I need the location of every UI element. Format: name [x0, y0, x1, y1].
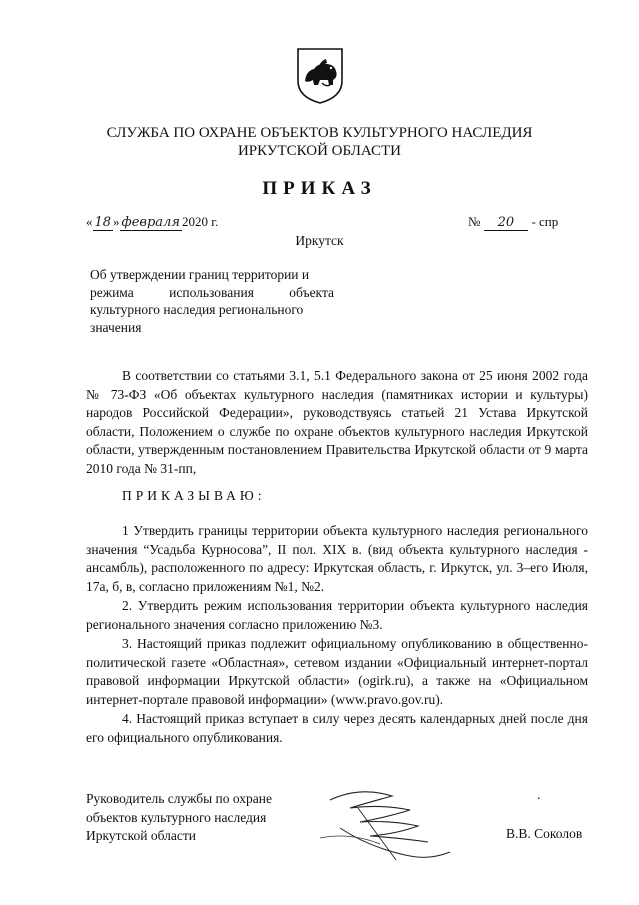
command-heading: ПРИКАЗЫВАЮ: [122, 488, 266, 503]
order-item: 3. Настоящий приказ подлежит официальному опубликованию в общественно-политической газете «Областная», сетевом издании «Официальный интернет-портал правовой информации Иркутской области» (ogirk.ru), а также на «Официальном интернет-портале правовой информации» (www.pravo.gov.ru). [86, 636, 588, 707]
number-value: 20 [484, 215, 529, 231]
subject-line: значения [90, 319, 142, 335]
date-year: 2020 г. [181, 214, 219, 229]
signatory-line: Руководитель службы по охране [86, 791, 273, 806]
handwritten-signature [300, 778, 470, 868]
number-prefix: № [468, 214, 481, 229]
signatory-title [86, 790, 272, 846]
signatory-line: Иркутской области [86, 828, 197, 843]
coat-of-arms-icon [296, 47, 344, 105]
agency-name-line1: СЛУЖБА ПО ОХРАНЕ ОБЪЕКТОВ КУЛЬТУРНОГО НАСЛЕДИЯ [106, 125, 533, 141]
signatory-line: объектов культурного наследия [86, 809, 267, 825]
subject-line: культурного наследия регионального [90, 302, 304, 317]
date-day: 18 [94, 215, 112, 230]
number-suffix: - спр [531, 214, 559, 229]
order-item: 4. Настоящий приказ вступает в силу через десять календарных дней после дня его официального опубликования. [86, 711, 588, 745]
order-items [86, 522, 588, 748]
order-number [468, 214, 558, 230]
date-open-quote: « [86, 214, 93, 229]
margin-mark: . [537, 788, 541, 803]
subject-line: Об утверждении границ территории и [90, 267, 310, 282]
preamble-paragraph: В соответствии со статьями 3.1, 5.1 Федерального закона от 25 июня 2002 года № 73-ФЗ «Об объектах культурного наследия (памятниках истории и культуры) народов Российской Федерации», руководствуясь статьей 21 Устава Иркутской области, Положением о службе по охране объектов культурного наследия Иркутской области, утвержденным постановлением Правительства Иркутской области от 9 марта 2010 года № 31-пп, [86, 368, 588, 476]
order-item: 1 Утвердить границы территории объекта культурного наследия регионального значения “Усадьба Курносова”, II пол. XIX в. (вид объекта культурного наследия - ансамбль), расположенного по адресу: Иркутская область, г. Иркутск, ул. 3–его Июля, 17а, б, в, согласно приложениям №1, №2. [86, 523, 588, 594]
date-close-quote: » [113, 214, 120, 229]
order-date [86, 214, 218, 230]
agency-name-line2: ИРКУТСКОЙ ОБЛАСТИ [237, 143, 402, 159]
document-type-title: ПРИКАЗ [262, 178, 377, 199]
order-subject [90, 266, 334, 336]
order-item: 2. Утвердить режим использования территории объекта культурного наследия регионального значения согласно приложению №3. [86, 598, 588, 632]
subject-line: режима использования объекта [90, 284, 334, 300]
city-name: Иркутск [295, 233, 344, 248]
date-month: февраля [121, 215, 180, 230]
signer-name: В.В. Соколов [506, 826, 583, 841]
